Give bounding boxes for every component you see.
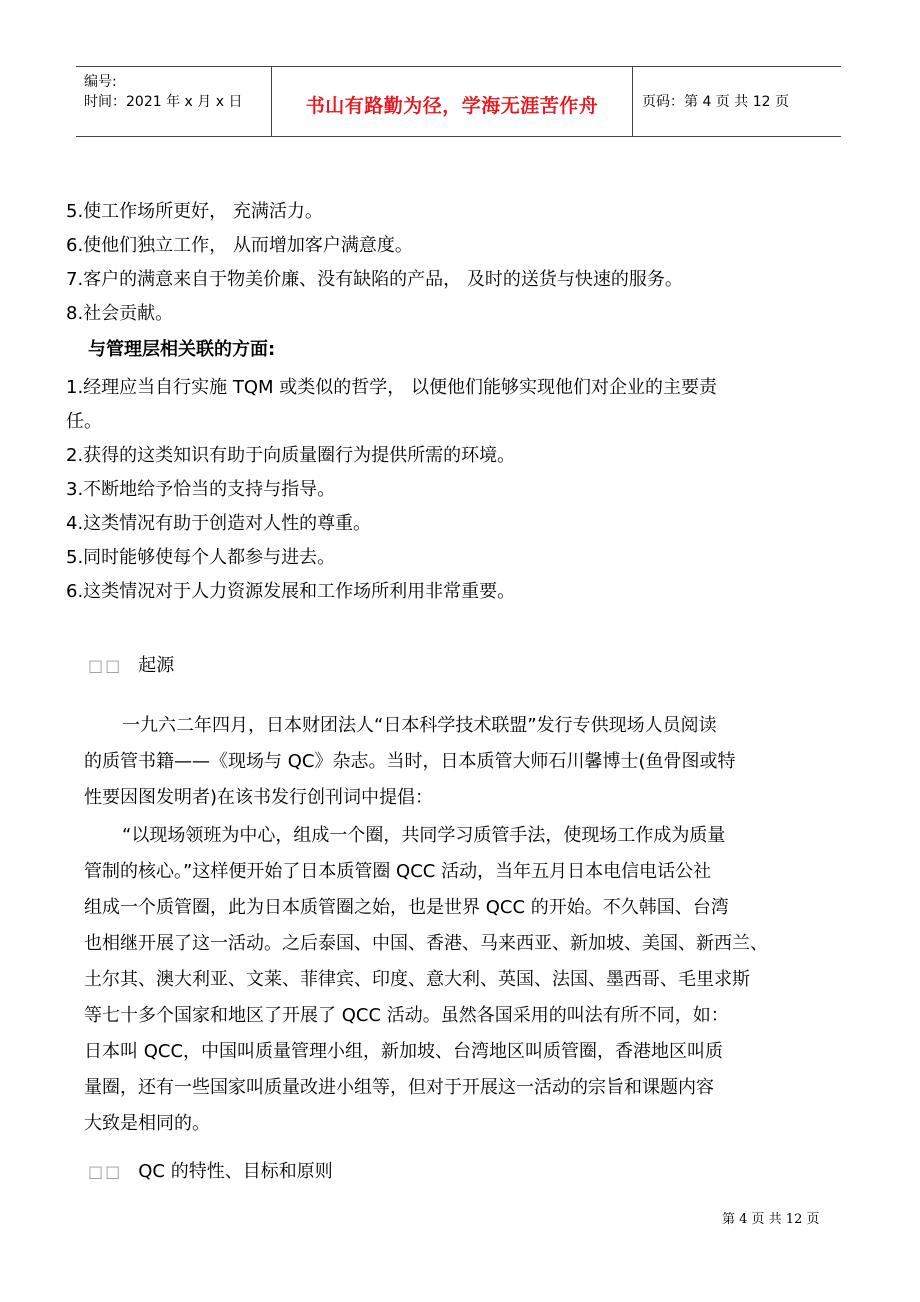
paragraph-line: 等七十多个国家和地区了开展了 QCC 活动。虽然各国采用的叫法有所不同，如： — [84, 1005, 729, 1026]
paragraph-line: 组成一个质管圈，此为日本质管圈之始，也是世界 QCC 的开始。不久韩国、台湾 — [84, 897, 729, 918]
paragraph-line: 也相继开展了这一活动。之后泰国、中国、香港、马来西亚、新加坡、美国、新西兰、 — [84, 933, 768, 954]
list-item: 6.使他们独立工作， 从而增加客户满意度。 — [66, 235, 413, 256]
header-page-cell — [633, 67, 841, 136]
paragraph-line: “以现场领班为中心，组成一个圈，共同学习质管手法，使现场工作成为质量 — [122, 825, 726, 846]
paragraph-line: 性要因图发明者)在该书发行创刊词中提倡： — [84, 787, 434, 808]
list-item: 2.获得的这类知识有助于向质量圈行为提供所需的环境。 — [66, 445, 516, 466]
list-item: 4.这类情况有助于创造对人性的尊重。 — [66, 513, 372, 534]
header-motto-cell — [272, 67, 633, 136]
mgmt-heading: 与管理层相关联的方面: — [88, 339, 276, 360]
paragraph-line: 一九六二年四月，日本财团法人“日本科学技术联盟”发行专供现场人员阅读 — [122, 715, 717, 736]
section-title: 起源 — [138, 655, 175, 676]
list-item: 5.使工作场所更好， 充满活力。 — [66, 201, 323, 222]
section-title: QC 的特性、目标和原则 — [138, 1161, 333, 1182]
section-heading-qc — [88, 1160, 333, 1184]
list-item: 1.经理应当自行实施 TQM 或类似的哲学， 以便他们能够实现他们对企业的主要责 — [66, 377, 718, 398]
page-footer: 第 4 页 共 12 页 — [722, 1212, 820, 1227]
section-marker: □□ — [88, 1162, 123, 1181]
list-item: 6.这类情况对于人力资源发展和工作场所利用非常重要。 — [66, 581, 516, 602]
header-page-label: 页码：第 4 页 共 12 页 — [642, 94, 789, 110]
number-label: 编号: — [84, 74, 117, 90]
paragraph-line: 量圈，还有一些国家叫质量改进小组等，但对于开展这一活动的宗旨和课题内容 — [84, 1077, 714, 1098]
paragraph-line: 大致是相同的。 — [84, 1113, 210, 1134]
paragraph-line: 土尔其、澳大利亚、文莱、菲律宾、印度、意大利、英国、法国、墨西哥、毛里求斯 — [84, 969, 750, 990]
motto: 书山有路勤为径，学海无涯苦作舟 — [305, 95, 599, 117]
paragraph-line: 的质管书籍——《现场与 QC》杂志。当时，日本质管大师石川馨博士(鱼骨图或特 — [84, 751, 736, 772]
section-heading-origin — [88, 654, 174, 678]
list-item: 3.不断地给予恰当的支持与指导。 — [66, 479, 336, 500]
paragraph-line: 管制的核心。”这样便开始了日本质管圈 QCC 活动，当年五月日本电信电话公社 — [84, 861, 712, 882]
list-item: 任。 — [66, 411, 102, 432]
page-header — [76, 66, 841, 137]
date-label: 时间：2021 年 x 月 x 日 — [84, 94, 243, 110]
paragraph-line: 日本叫 QCC，中国叫质量管理小组，新加坡、台湾地区叫质管圈，香港地区叫质 — [84, 1041, 724, 1062]
header-info-cell — [76, 67, 272, 136]
list-item: 8.社会贡献。 — [66, 303, 174, 324]
section-marker: □□ — [88, 656, 123, 675]
list-item: 7.客户的满意来自于物美价廉、没有缺陷的产品， 及时的送货与快速的服务。 — [66, 269, 683, 290]
list-item: 5.同时能够使每个人都参与进去。 — [66, 547, 336, 568]
